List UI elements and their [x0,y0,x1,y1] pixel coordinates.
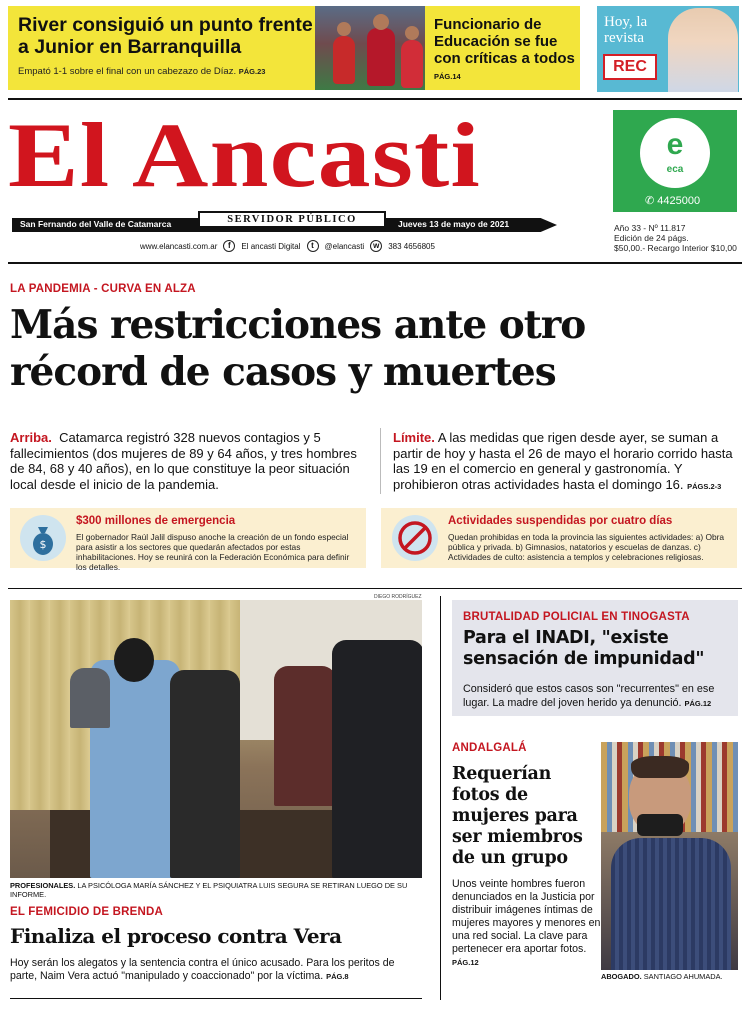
eca-logo [640,118,710,188]
revista-text: Hoy, la revista [604,14,648,46]
edition-price: $50,00.- Recargo Interior $10,00 [614,243,737,253]
edition-number: Año 33 - Nº 11.817 [614,223,686,233]
info-right-text: Quedan prohibidas en toda la provincia las siguientes actividades: a) Obra pública y privada. b) Gimnasios, natatorios y escuelas de danzas. c) Actividades de culto: asistencia a templos y celebraciones religiosas. [448,532,725,562]
trial-photo[interactable] [10,600,422,878]
twitter-link[interactable]: @elancasti [324,241,365,251]
inadi-text: Consideró que estos casos son "recurrentes" en ese lugar. La madre del joven herido ya denunció. PÁG.12 [463,683,715,709]
vera-text: Hoy serán los alegatos y la sentencia contra el único acusado. Para los peritos de parte, Naim Vera actuó "manipulado y coaccionado" por la víctima. PÁG.8 [10,957,395,982]
column-divider [440,596,441,1000]
website-link[interactable]: www.elancasti.com.ar [140,241,218,251]
facebook-link[interactable]: El ancasti Digital [241,241,301,251]
divider [10,998,422,999]
whatsapp-number[interactable]: 383 4656805 [388,241,435,251]
rec-logo: REC [603,54,657,80]
info-left-text: El gobernador Raúl Jalil dispuso anoche la creación de un fondo especial para asistir a los sectores que quedarán afectados por estas inhabilitaciones. Hoy se reunirá con la Federación Económica para definir los detalles. [76,532,350,572]
andalgala-kicker: ANDALGALÁ [452,742,527,754]
vera-kicker: EL FEMICIDIO DE BRENDA [10,906,164,918]
twitter-icon: t [307,240,319,252]
info-right-title: Actividades suspendidas por cuatro días [448,515,673,527]
main-right-column: Límite. A las medidas que rigen desde ayer, se suman a partir de hoy y hasta el 26 de mayo el horario corrido hasta las 19 en el comercio en general y gastronomía. Y prohibieron otras actividades hasta el domingo 16. PÁGS.2-3 [393,430,733,492]
whatsapp-icon: w [370,240,382,252]
edition-info [614,223,742,253]
money-bag-icon [20,515,66,561]
masthead-date: Jueves 13 de mayo de 2021 [398,219,510,229]
teaser-river-title[interactable]: River consiguió un punto frente a Junior en Barranquilla [18,14,313,58]
teaser-river-subtitle: Empató 1-1 sobre el final con un cabezazo de Díaz. PÁG.23 [18,66,266,77]
main-left-column: Arriba. Catamarca registró 328 nuevos contagios y 5 fallecimientos (dos mujeres de 89 y 64 años, y tres hombres de 84, 68 y 40 años), en lo que constituye la peor situación local desde el inicio de la pandemia. [10,430,357,492]
prohibited-icon [392,515,438,561]
column-divider [380,428,381,494]
masthead-location: San Fernando del Valle de Catamarca [20,219,172,229]
inadi-kicker: BRUTALIDAD POLICIAL EN TINOGASTA [463,611,690,623]
svg-text:$: $ [39,538,47,551]
masthead-slogan: SERVIDOR PÚBLICO [198,211,386,228]
eca-logo-letter: e [666,128,684,161]
photo-credit: DIEGO RODRÍGUEZ [374,594,422,600]
teaser-funcionario-title[interactable]: Funcionario de Educación se fue con críticas a todos [434,16,575,67]
andalgala-text: Unos veinte hombres fueron denunciados en la Justicia por distribuir imágenes íntimas de mujeres mayores y menores en una red social. La clave para pertenecer era aportar fotos. PÁG.12 [452,878,601,967]
lawyer-caption: ABOGADO. SANTIAGO AHUMADA. [601,972,723,981]
main-kicker: LA PANDEMIA - CURVA EN ALZA [10,283,196,295]
masthead-logo[interactable]: El Ancasti [8,104,481,206]
divider [8,588,742,589]
eca-phone: ✆ 4425000 [645,195,701,207]
teaser-funcionario-page: PÁG.14 [434,72,461,81]
main-headline[interactable]: Más restricciones ante otro récord de casos y muertes [10,302,586,395]
divider [8,262,742,264]
eca-logo-word: eca [666,164,684,175]
revista-cover-image [668,8,738,92]
contact-row [140,240,435,252]
teaser-river-photo[interactable] [315,6,425,90]
photo-caption: PROFESIONALES. LA PSICÓLOGA MARÍA SÁNCHEZ Y EL PSIQUIATRA LUIS SEGURA SE RETIRAN LUEGO DE SU INFORME. [10,881,408,899]
andalgala-headline[interactable]: Requerían fotos de mujeres para ser miembros de un grupo [452,764,583,868]
edition-pages: Edición de 24 págs. [614,233,689,243]
lawyer-photo[interactable] [601,742,738,970]
vera-headline[interactable]: Finaliza el proceso contra Vera [10,924,342,948]
info-left-title: $300 millones de emergencia [76,515,236,527]
facebook-icon: f [223,240,235,252]
inadi-headline[interactable]: Para el INADI, "existe sensación de impunidad" [463,628,705,669]
